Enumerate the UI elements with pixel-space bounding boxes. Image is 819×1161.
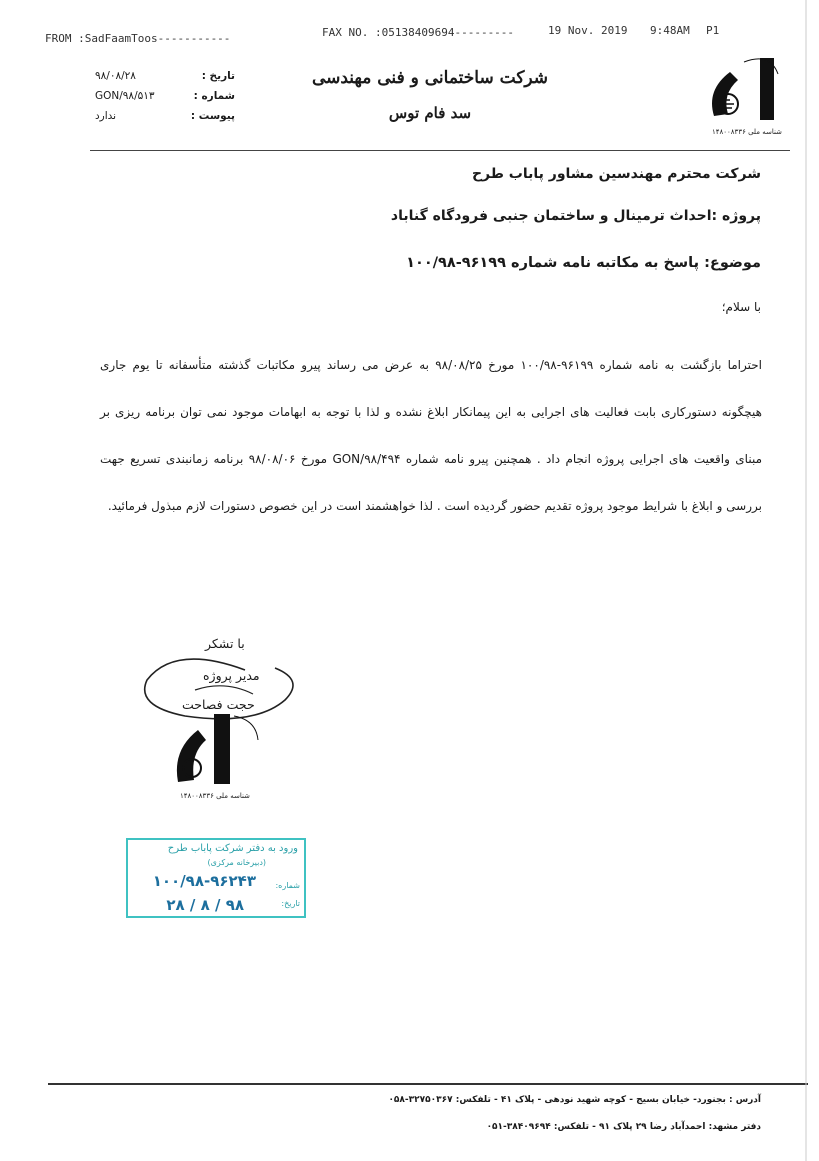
stamp-caption: شناسه ملی ۱۴۸۰۰۸۳۳۶ [180, 792, 250, 800]
received-date: ۹۸ / ۸ / ۲۸ [166, 896, 244, 914]
company-header [300, 68, 560, 122]
meta-date-label: تاریخ : [201, 70, 235, 82]
meta-number-label: شماره : [193, 90, 235, 102]
received-stamp-subtitle: (دبیرخانه مرکزی) [207, 858, 266, 867]
fax-page: P1 [706, 24, 720, 37]
letter-body: احتراما بازگشت به نامه شماره ۹۶۱۹۹-۱۰۰/۹۸ مورخ ۹۸/۰۸/۲۵ به عرض می رساند پیرو مکاتبات گذشته متأسفانه تا یوم جاری هیچگونه دستورکاری بابت فعالیت های اجرایی به این پیمانکار ابلاغ نشده و لذا با توجه به ابهامات موجود نمی توان برنامه ریزی بر مبنای واقعیت های اجرایی پروژه انجام داد . همچنین پیرو نامه شماره GON/۹۸/۴۹۴ مورخ ۹۸/۰۸/۰۶ برنامه زمانبندی تسریع جهت بررسی و ابلاغ با شرایط موجود پروژه تقدیم حضور گردیده است . لذا خواهشمند است در این خصوص دستورات لازم مبذول فرمائید. [100, 358, 763, 513]
subject-line: موضوع: پاسخ به مکاتبه نامه شماره ۹۶۱۹۹-۱۰۰/۹۸ [406, 255, 761, 271]
header-divider [90, 150, 790, 151]
footer-address-main: آدرس : بجنورد- خیابان بسیج - کوچه شهید نودهی - پلاک ۴۱ - تلفکس: ۳۲۷۵۰۳۶۷-۰۵۸ [388, 1095, 761, 1105]
signer-title: مدیر پروژه [203, 668, 260, 683]
scan-edge [805, 0, 807, 1161]
fax-time: 9:48AM [650, 24, 690, 37]
project-line: پروژه :احداث ترمینال و ساختمان جنبی فرودگاه گناباد [390, 208, 761, 224]
meta-date-value: ۹۸/۰۸/۲۸ [95, 70, 136, 82]
fax-number: FAX NO. :05138409694--------- [322, 26, 515, 39]
company-logo-icon [700, 54, 782, 134]
meta-attachment-value: ندارد [95, 110, 117, 122]
recipient-line: شرکت محترم مهندسین مشاور پاباب طرح [471, 166, 761, 182]
footer-address-branch: دفتر مشهد: احمدآباد رضا ۲۹ پلاک ۹۱ - تلفکس: ۳۸۴۰۹۶۹۴-۰۵۱ [486, 1122, 761, 1132]
meta-number-value: GON/۹۸/۵۱۳ [95, 90, 155, 102]
footer-divider [48, 1083, 808, 1085]
closing-phrase: با تشکر [205, 636, 245, 651]
letter-meta [95, 66, 235, 126]
received-stamp [126, 838, 306, 918]
fax-date: 19 Nov. 2019 [548, 24, 628, 37]
received-number: ۱۰۰/۹۸-۹۶۲۴۳ [152, 872, 256, 890]
meta-attachment-row [95, 106, 235, 126]
company-name: شرکت ساختمانی و فنی مهندسی [311, 68, 549, 88]
meta-date-row [95, 66, 235, 86]
meta-attachment-label: پیوست : [190, 110, 235, 122]
company-subtitle: سد فام توس [388, 104, 472, 122]
received-number-label: شماره: [275, 881, 300, 890]
meta-number-row [95, 86, 235, 106]
fax-from: FROM :SadFaamToos----------- [45, 32, 231, 45]
logo-caption: شناسه ملی ۱۴۸۰۰۸۳۳۶ [712, 128, 782, 136]
signer-name: حجت فصاحت [182, 697, 255, 712]
company-stamp-icon [172, 710, 262, 790]
greeting: با سلام؛ [721, 300, 761, 314]
received-stamp-title: ورود به دفتر شرکت پاباب طرح [167, 843, 298, 854]
fax-header [0, 24, 819, 44]
received-date-label: تاریخ: [281, 899, 300, 908]
